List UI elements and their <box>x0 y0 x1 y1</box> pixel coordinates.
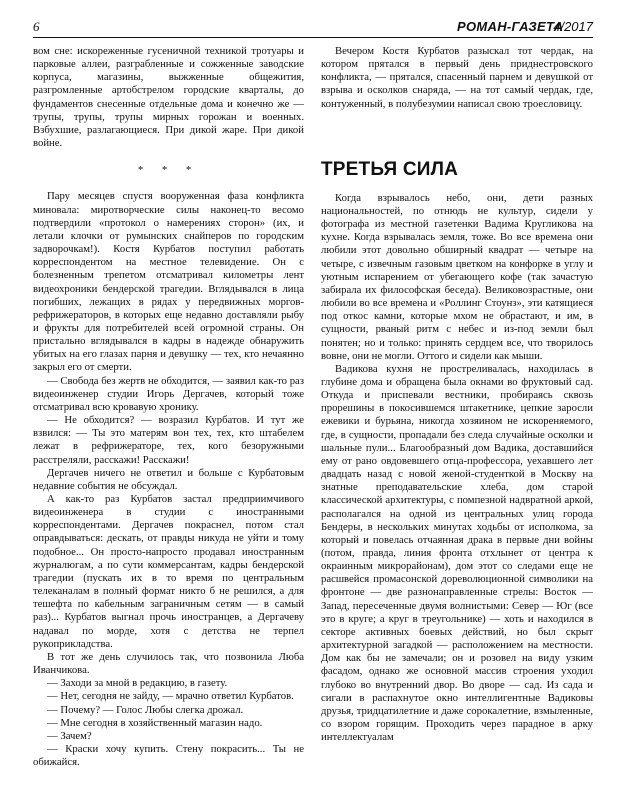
section-separator: * * * <box>137 164 200 177</box>
paragraph: — Свобода без жертв не обходится, — заявил как-то раз видеоинженер студии Игорь Дергачев, который тоже отсматривал всю кровавую хронику. <box>33 374 304 413</box>
paragraph: А как-то раз Курбатов застал предприимчивого видеоинженера в студии с иностранными корреспондентами. Дергачев покраснел, потом стал оправдываться: дескать, от правды никуда не уйти и тому подобное... Он просто-напросто продавал иностранным журналюгам, а по сути коммерсантам, кадры бендерской трагедии (пускать их в то время по центральным телеканалам в полный формат никто б не решился, а для тешефта по кабельным заграничным сетям — в самый раз)... Курбатов выгнал прочь иностранцев, а Дергачеву надавал по морде, хотя с детства не терпел рукоприкладства. <box>33 493 304 650</box>
paragraph: В тот же день случилось так, что позвонила Люба Иванчикова. <box>33 650 304 677</box>
page-number: 6 <box>33 19 40 34</box>
dialogue-line: — Краски хочу купить. Стену покрасить... Ты не обижайся. <box>33 742 304 769</box>
page-header <box>33 19 593 37</box>
dialogue-line: — Зачем? <box>47 729 92 742</box>
section-title: ТРЕТЬЯ СИЛА <box>321 158 459 180</box>
dialogue-line: — Почему? — Голос Любы слегка дрожал. <box>47 703 244 716</box>
paragraph: Дергачев ничего не ответил и больше с Курбатовым недавние события не обсуждал. <box>33 466 304 492</box>
paragraph: Пару месяцев спустя вооруженная фаза конфликта миновала: миротворческие силы наконец-то весомо подтвердили «протокол о намерениях сторон» (их, и летали клочки от румынских снайперов по городским задворочкам!). Костя Курбатов поступил работать корреспондентом на местное телевидение. Он с болезненным трепетом отсматривал километры лент видеохроники бендерской трагедии. Вглядывался в лица погибших, лежащих в рядах у передвижных моргов-рефрижераторов, в которых еще недавно доставляли рыбу и фрукты для потребителей всей огромной страны. Он пристально вглядывался в кадры в надежде обнаружить убитых на его глазах парня и девушку — тех, кто нечаянно закрыл его от смерти. <box>33 190 304 374</box>
paragraph: Вечером Костя Курбатов разыскал тот чердак, на котором прятался в первый день приднестровского конфликта, — прятался, спасенный парнем и девушкой от взрыва и осколков снаряда, — на тот самый чердак, где, контуженный, в полубезумии написал свою троесловицу. <box>321 45 593 110</box>
dialogue-line: — Нет, сегодня не зайду, — мрачно ответил Курбатов. <box>47 690 294 703</box>
issue-number: 4/2017 <box>553 19 593 34</box>
dialogue-line: — Заходи за мной в редакцию, в газету. <box>47 677 228 690</box>
paragraph: Когда взрывалось небо, они, дети разных национальностей, по отнюдь не культур, сидели у фотографа из местной газетенки Вадима Кругликова на кухне. Когда взрывалась земля, тоже. Во все времена они любили этот довольно обширный квадрат — четыре на четыре, с извечным газовым цветком на конфорке в углу и уютным испарением от убегающего кофе (так зачастую забирала их философская беседа). Великовозрастные, они любили во все времена и «Роллинг Стоунз», эти катящиеся под откос камни, которые мхом не обрастают, и им, в сущности, рваный ритм с небес и из-под земли был понятен; но и только: принять сердцем все, что творилось вовне, они не могли. Оттого и сидели как мыши. <box>321 191 593 362</box>
header-rule <box>33 37 593 38</box>
paragraph: — Не обходится? — возразил Курбатов. И тут же взвился: — Ты это матерям вон тех, тех, кто штабелем лежат в рефрижераторе, тех, кого безоружными расстреляли, расскажи! Расскажи! <box>33 414 304 466</box>
magazine-title: РОМАН-ГАЗЕТА <box>457 19 564 34</box>
left-column <box>33 45 304 769</box>
right-column <box>321 45 593 744</box>
paragraph: Вадикова кухня не простреливалась, находилась в глубине дома и обращена была окнами во фруктовый сад. Откуда и приспевали вестники, пробираясь сквозь прорешины в покосившемся штакетнике, цепкие заросли ежевики и бурьяна, никогда хозяином не искореняемого, где, в сущности, пропадали без следа случайные осколки и шальные пули... Благообразный дом Вадика, доставшийся ему от рано овдовевшего отца-профессора, уехавшего лет двадцать назад с новой женой-студенткой в Москву на знатные преподавательские хлеба, дом старой классической архитектуры, с помпезной надвратной аркой, располагался на одной из центральных улиц города Бендеры, в нескольких минутах ходьбы от исполкома, за который и повелась отчаянная драка в первые дни войны (потом, правда, линия фронта отхлынет от центра к окраинным микрорайонам), дом этот со следами еще не расшвейся промасонской дореволюционной символики на фронтоне — две разнонаправленные стрелы: Восток — Запад, пересеченные двумя волнистыми: Север — Юг (все это в круге; а круг в треугольнике) — хоть и находился в секторе активных боевых действий, но был скрыт архитектурной загадкой — расположением на местности. Дом как бы не замечали; он и розовел на виду узким фасадом, однако же основной массив строения уходил глубоко во внутренний двор. Во дворе — сад. Из сада и сигали в распахнутое окно интеллигентные Вадиковы друзья, тридцатилетние и даже сорокалетние, взмыленные, со взором горящим. Проходить через парадное в арку интеллектуалам <box>321 362 593 744</box>
paragraph: вом сне: искореженные гусеничной техникой тротуары и парковые аллеи, разграбленные и сожженные заводские корпуса, магазины, выжженные общежития, разгромленные артобстрелом городские кварталы, до фундаментов снесенные отдельные дома и конечно же — трупы, трупы, трупы мирных горожан и военных. Взбухшие, разлагающиеся. При дикой жаре. При дикой войне. <box>33 45 304 150</box>
dialogue-line: — Мне сегодня в хозяйственный магазин надо. <box>47 716 263 729</box>
